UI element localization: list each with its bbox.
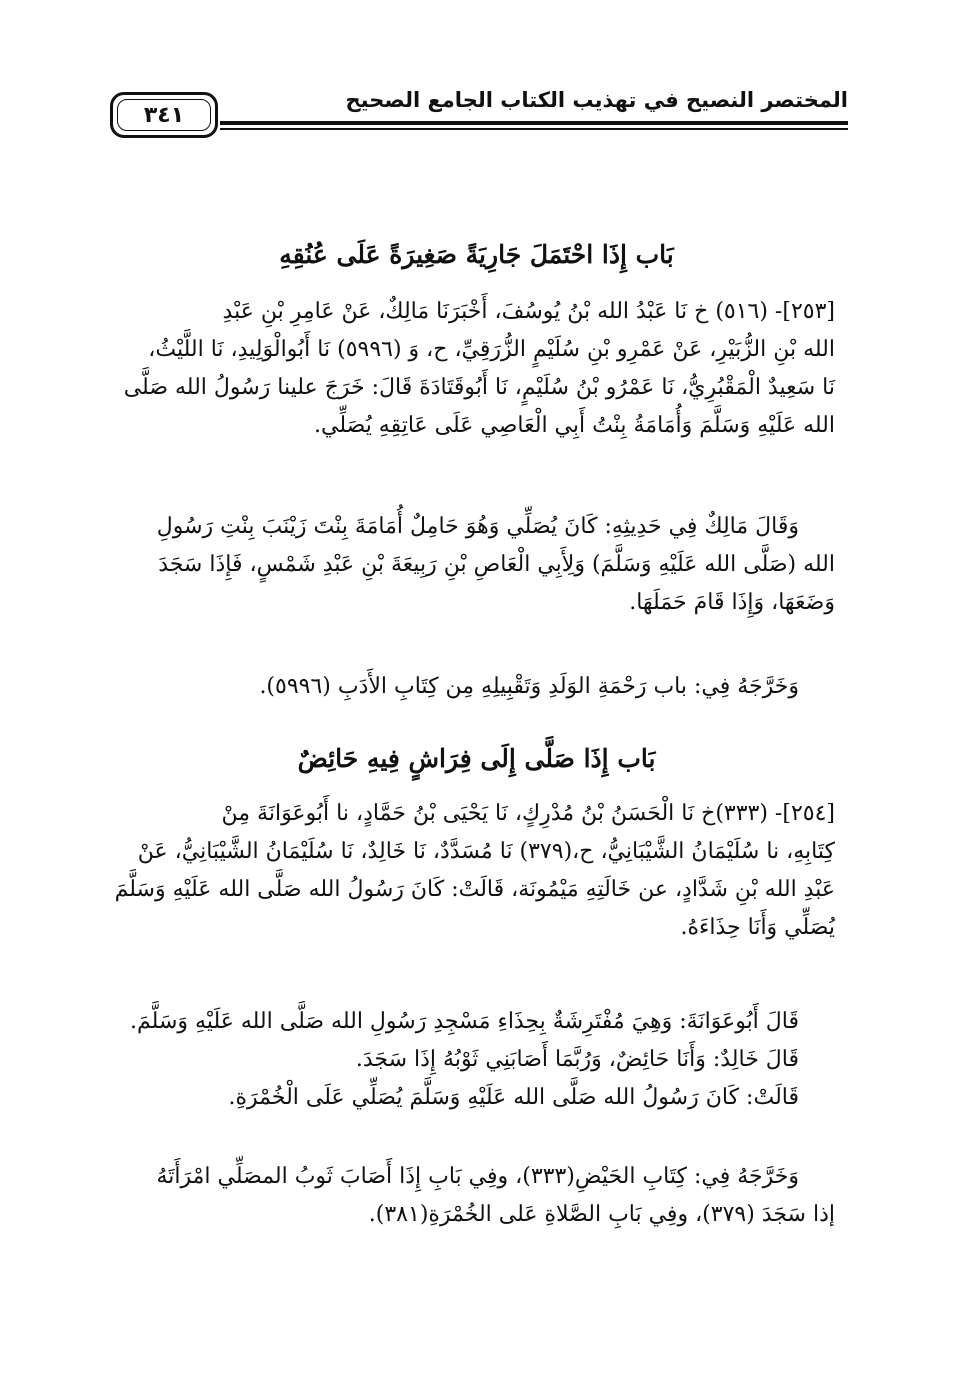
text-line: وَخَرَّجَهُ فِي: كِتَابِ الحَيْضِ(٣٣٣)، وفِي بَابِ إِذَا أَصَابَ ثَوبُ المصَلِّي امْرَأَتَهُ: [156, 1164, 799, 1189]
text-line: [٢٥٣]- (٥١٦) خ نَا عَبْدُ الله بْنُ يُوسُفَ، أَخْبَرَنَا مَالِكٌ، عَنْ عَامِرِ بْنِ عَبْدِ: [222, 299, 835, 324]
chapter-heading-1: بَاب إِذَا احْتَمَلَ جَارِيَةً صَغِيرَةً عَلَى عُنُقِهِ: [279, 240, 674, 269]
text-line: وَضَعَهَا، وَإِذَا قَامَ حَمَلَهَا.: [629, 590, 835, 615]
text-line: عَبْدِ الله بْنِ شَدَّادٍ، عن خَالَتِهِ مَيْمُونَة، قَالَتْ: كَانَ رَسُولُ الله صَلَّى الله عَلَيْهِ وَسَلَّمَ: [114, 877, 835, 902]
book-title: المختصر النصيح في تهذيب الكتاب الجامع الصحيح: [345, 88, 848, 112]
text-line: إذا سَجَدَ (٣٧٩)، وفِي بَابِ الصَّلاةِ عَلى الخُمْرَةِ(٣٨١).: [368, 1202, 835, 1227]
text-line: قَالَتْ: كَانَ رَسُولُ الله صَلَّى الله عَلَيْهِ وَسَلَّمَ يُصَلِّي عَلَى الْخُمْرَةِ.: [228, 1085, 799, 1110]
text-line: وَقَالَ مَالِكٌ فِي حَدِيثِهِ: كَانَ يُصَلِّي وَهُوَ حَامِلٌ أُمَامَةَ بِنْتَ زَيْنَبَ بِنْتِ رَسُولِ: [156, 514, 799, 539]
text-line: [٢٥٤]- (٣٣٣)خ نَا الْحَسَنُ بْنُ مُدْرِكٍ، نَا يَحْيَى بْنُ حَمَّادٍ، نا أَبُوعَوَانَةَ مِنْ: [221, 801, 835, 826]
header-rule-thin: [220, 128, 848, 130]
section-2-body: [110, 795, 835, 947]
page-number: ٣٤١: [143, 102, 185, 128]
section-1-malik-note: [110, 508, 835, 622]
section-2-takhrij: [110, 1158, 835, 1234]
text-line: كِتَابِهِ، نا سُلَيْمَانُ الشَّيْبَانِيُّ، ح،(٣٧٩) نَا مُسَدَّدٌ، نَا خَالِدٌ، نَا سُلَيْمَانُ الشَّيْبَانِيُّ، عَنْ: [137, 839, 835, 864]
page-number-frame: [110, 92, 218, 138]
text-line: الله عَلَيْهِ وَسَلَّمَ وَأُمَامَةُ بِنْتُ أَبِي الْعَاصِي عَلَى عَاتِقِهِ يُصَلِّي.: [314, 413, 835, 438]
text-line: وَخَرَّجَهُ فِي: باب رَحْمَةِ الوَلَدِ وَتَقْبِيلِهِ مِن كِتَابِ الأَدَبِ (٥٩٩٦).: [259, 674, 799, 699]
text-line: قَالَ خَالِدٌ: وَأَنَا حَائِضٌ، وَرُبَّمَا أَصَابَنِي ثَوْبُهُ إِذَا سَجَدَ.: [355, 1047, 799, 1072]
text-line: نَا سَعِيدٌ الْمَقْبُرِيُّ، نَا عَمْرُو بْنُ سُلَيْمٍ، نَا أَبُوقَتَادَةَ قَالَ: خَرَجَ علينا رَسُولُ الله صَلَّى: [123, 375, 835, 400]
section-1-body: [110, 293, 835, 445]
text-line: الله بْنِ الزُّبَيْرِ، عَنْ عَمْرِو بْنِ سُلَيْمٍ الزُّرَقِيِّ، ح، وَ (٥٩٩٦) نَا أَبُوالْوَلِيدِ، نَا اللَّيْثُ،: [148, 337, 835, 362]
chapter-heading-2: بَاب إِذَا صَلَّى إِلَى فِرَاشٍ فِيهِ حَائِضٌ: [297, 744, 656, 773]
section-2-notes: [110, 1003, 835, 1117]
header-rule: [220, 121, 848, 125]
running-header: [108, 84, 848, 144]
section-1-takhrij: [110, 668, 835, 706]
text-line: قَالَ أَبُوعَوَانَةَ: وَهِيَ مُفْتَرِشَةٌ بِحِذَاءِ مَسْجِدِ رَسُولِ الله صَلَّى الله عَلَيْهِ وَسَلَّمَ.: [130, 1009, 799, 1034]
text-line: يُصَلِّي وَأَنَا حِذَاءَهُ.: [680, 915, 835, 940]
text-line: الله (صَلَّى الله عَلَيْهِ وَسَلَّمَ) وَلِأَبِي الْعَاصِ بْنِ رَبِيعَةَ بْنِ عَبْدِ شَمْسٍ، فَإِذَا سَجَدَ: [158, 552, 835, 577]
